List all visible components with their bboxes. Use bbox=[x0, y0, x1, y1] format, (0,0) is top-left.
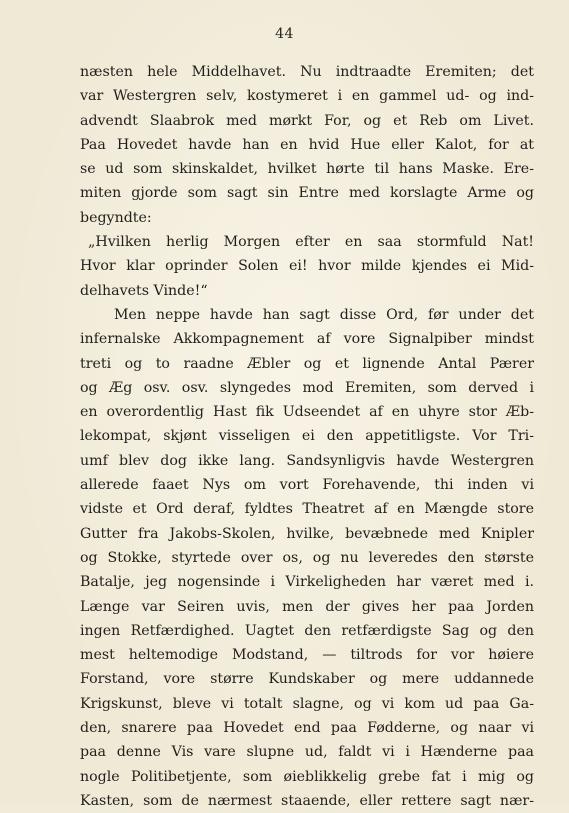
text-line: vidste et Ord deraf, fyldtes Theatret af en Mængde store bbox=[80, 501, 534, 518]
text-line: en overordentlig Hast fik Udseendet af en uhyre stor Æb- bbox=[80, 404, 534, 421]
text-line: „Hvilken herlig Morgen efter en saa stormfuld Nat! bbox=[88, 234, 534, 251]
text-line: begyndte: bbox=[80, 209, 152, 226]
text-line: infernalske Akkompagnement af vore Signalpiber mindst bbox=[80, 331, 534, 348]
text-line: Kasten, som de nærmest staaende, eller rettere sagt nær- bbox=[80, 792, 534, 809]
text-line: og Æg osv. osv. slyngedes mod Eremiten, som derved i bbox=[80, 379, 534, 396]
text-line: Gutter fra Jakobs-Skolen, hvilke, bevæbnede med Knipler bbox=[80, 525, 534, 542]
text-line: næsten hele Middelhavet. Nu indtraadte Eremiten; det bbox=[80, 64, 534, 80]
text-line: Længe var Seiren uvis, men der gives her paa Jorden bbox=[80, 598, 534, 615]
text-line: Krigskunst, bleve vi totalt slagne, og vi kom ud paa Ga- bbox=[80, 695, 534, 712]
text-line: umf blev dog ikke lang. Sandsynligvis havde Westergren bbox=[80, 452, 534, 469]
text-line: den, snarere paa Hovedet end paa Fødderne, og naar vi bbox=[80, 720, 534, 737]
text-line: paa denne Vis vare slupne ud, faldt vi i Hænderne paa bbox=[80, 744, 534, 761]
text-line: Paa Hovedet havde han en hvid Hue eller Kalot, for at bbox=[80, 136, 534, 153]
text-line: Hvor klar oprinder Solen ei! hvor milde kjendes ei Mid- bbox=[80, 258, 534, 275]
text-line: var Westergren selv, kostymeret i en gammel ud- og ind- bbox=[80, 88, 534, 105]
text-line: Forstand, vore større Kundskaber og mere uddannede bbox=[80, 671, 534, 688]
body-text bbox=[80, 60, 534, 813]
text-line: delhavets Vinde!“ bbox=[80, 282, 208, 299]
text-line: ingen Retfærdighed. Uagtet den retfærdigste Sag og den bbox=[80, 622, 534, 639]
text-line: advendt Slaabrok med mørkt For, og et Reb om Livet. bbox=[80, 112, 534, 129]
text-line: nogle Politibetjente, som øieblikkelig grebe fat i mig og bbox=[80, 768, 534, 785]
text-line: allerede faaet Nys om vort Forehavende, thi inden vi bbox=[80, 477, 534, 494]
text-line: lekompat, skjønt visseligen ei den appetitligste. Vor Tri- bbox=[80, 428, 534, 445]
text-line: og Stokke, styrtede over os, og nu leveredes den største bbox=[80, 549, 534, 566]
text-line: se ud som skinskaldet, hvilket hørte til hans Maske. Ere- bbox=[80, 161, 534, 178]
text-line: mest heltemodige Modstand, — tiltrods for vor høiere bbox=[80, 647, 534, 664]
text-line: treti og to raadne Æbler og et lignende Antal Pærer bbox=[80, 355, 534, 372]
text-line: Batalje, jeg nogensinde i Virkeligheden har været med i. bbox=[80, 574, 534, 591]
text-line: miten gjorde som sagt sin Entre med korslagte Arme og bbox=[80, 185, 534, 202]
page-number: 44 bbox=[275, 26, 294, 42]
text-line: Men neppe havde han sagt disse Ord, før under det bbox=[114, 306, 534, 323]
